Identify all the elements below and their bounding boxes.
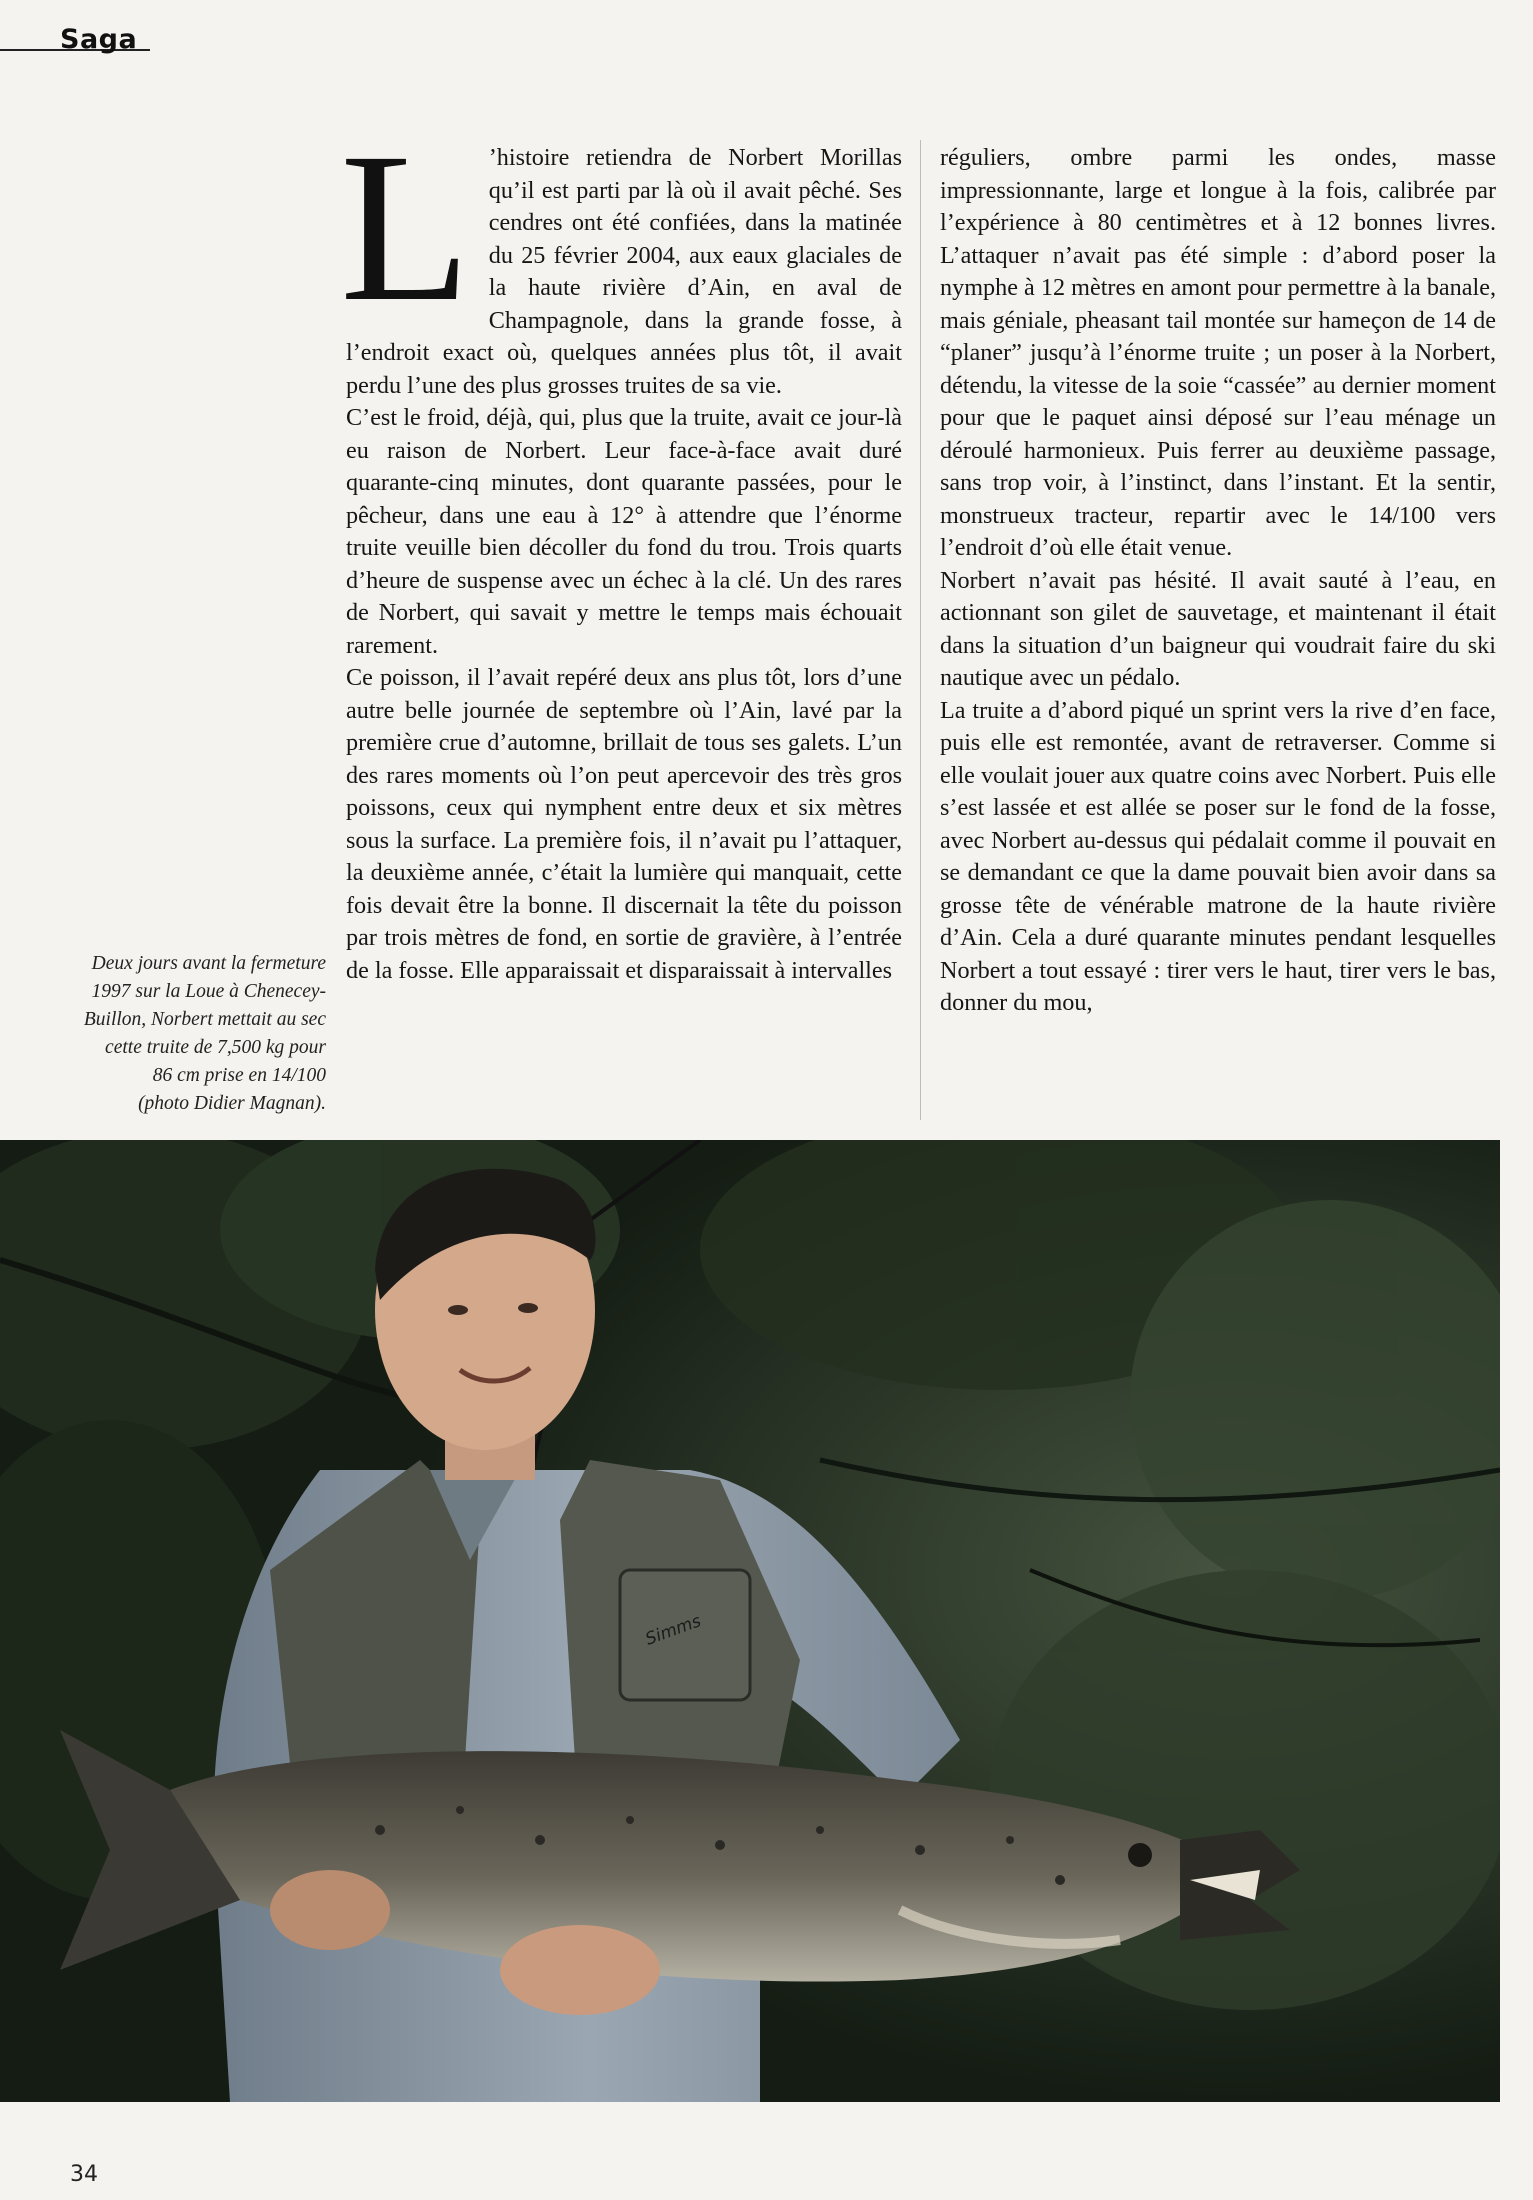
article-column-left [340,109,902,987]
photo-caption [44,950,326,1118]
caption-line: (photo Didier Magnan). [138,1093,326,1114]
article-column-right [940,142,1496,1020]
column-divider [920,140,921,1120]
page-number: 34 [70,2162,98,2187]
article-paragraph: La truite a d’abord piqué un sprint vers la rive d’en face, puis elle est remontée, avant de retraverser. Comme si elle voulait jouer aux quatre coins avec Norbert. Puis elle s’est lassée et est allée se poser sur le fond de la fosse, avec Norbert au-dessus qui pédalait comme il pouvait en se demandant ce que la dame pouvait bien avoir dans sa grosse tête de vénérable matrone de la haute rivière d’Ain. Cela a duré quarante minutes pendant lesquelles Norbert a tout essayé : tirer vers le haut, tirer vers le bas, donner du mou, [940,696,1496,1016]
section-label: Saga [60,24,138,55]
article-paragraph: réguliers, ombre parmi les ondes, masse impressionnante, large et longue à la fois, calibrée par l’expérience à 80 centimètres et à 12 bonnes livres. L’attaquer n’avait pas été simple : d’abord poser la nymphe à 12 mètres en amont pour permettre à la banale, mais géniale, pheasant tail montée sur hameçon de 14 de “planer” jusqu’à l’énorme truite ; un poser à la Norbert, détendu, la vitesse de la soie “cassée” au dernier moment pour que le paquet ainsi déposé sur l’eau ménage un déroulé harmonieux. Puis ferrer au deuxième passage, sans trop voir, à l’instinct, dans l’instant. Et la sentir, monstrueux tracteur, repartir avec le 14/100 vers l’endroit d’où elle était venue. [940,144,1496,561]
angler-hand [500,1925,660,2015]
caption-line: Deux jours avant la fermeture [91,953,326,974]
caption-line: cette truite de 7,500 kg pour [105,1037,326,1058]
caption-line: 1997 sur la Loue à Chenecey- [91,981,326,1002]
article-paragraph: C’est le froid, déjà, qui, plus que la truite, avait ce jour-là eu raison de Norbert. Leur face-à-face avait duré quarante-cinq minutes, dont quarante passées, pour le pêcheur, dans une eau à 12° à attendre que l’énorme truite veuille bien décoller du fond du trou. Trois quarts d’heure de suspense avec un échec à la clé. Un des rares de Norbert, qui savait y mettre le temps mais échouait rarement. [346,404,902,659]
caption-line: 86 cm prise en 14/100 [152,1065,326,1086]
vest-brand-label: Simms [642,1611,704,1650]
article-paragraph: ’histoire retiendra de Norbert Morillas qu’il est parti par là où il avait pêché. Ses cendres ont été confiées, dans la matinée du 25 février 2004, aux eaux glaciales de la haute rivière d’Ain, en aval de Champagnole, dans la grande fosse, à l’endroit exact où, quelques années plus tôt, il avait perdu l’une des plus grosses truites de sa vie. [346,144,902,399]
drop-cap: L [340,109,471,346]
angler-trout-photo [0,1140,1500,2102]
photo-illustration [0,1140,1500,2102]
article-paragraph: Ce poisson, il l’avait repéré deux ans plus tôt, lors d’une autre belle journée de septembre où l’Ain, lavé par la première crue d’automne, brillait de tous ses galets. L’un des rares moments où l’on peut apercevoir des très gros poissons, ceux qui nymphent entre deux et six mètres sous la surface. La première fois, il n’avait pu l’attaquer, la deuxième année, c’était la lumière qui manquait, cette fois devait être la bonne. Il discernait la tête du poisson par trois mètres de fond, en sortie de gravière, à l’entrée de la fosse. Elle apparaissait et disparaissait à intervalles [346,664,902,984]
article-paragraph: Norbert n’avait pas hésité. Il avait sauté à l’eau, en actionnant son gilet de sauvetage, et maintenant il était dans la situation d’un baigneur qui voudrait faire du ski nautique avec un pédalo. [940,566,1496,691]
caption-line: Buillon, Norbert mettait au sec [83,1009,326,1030]
